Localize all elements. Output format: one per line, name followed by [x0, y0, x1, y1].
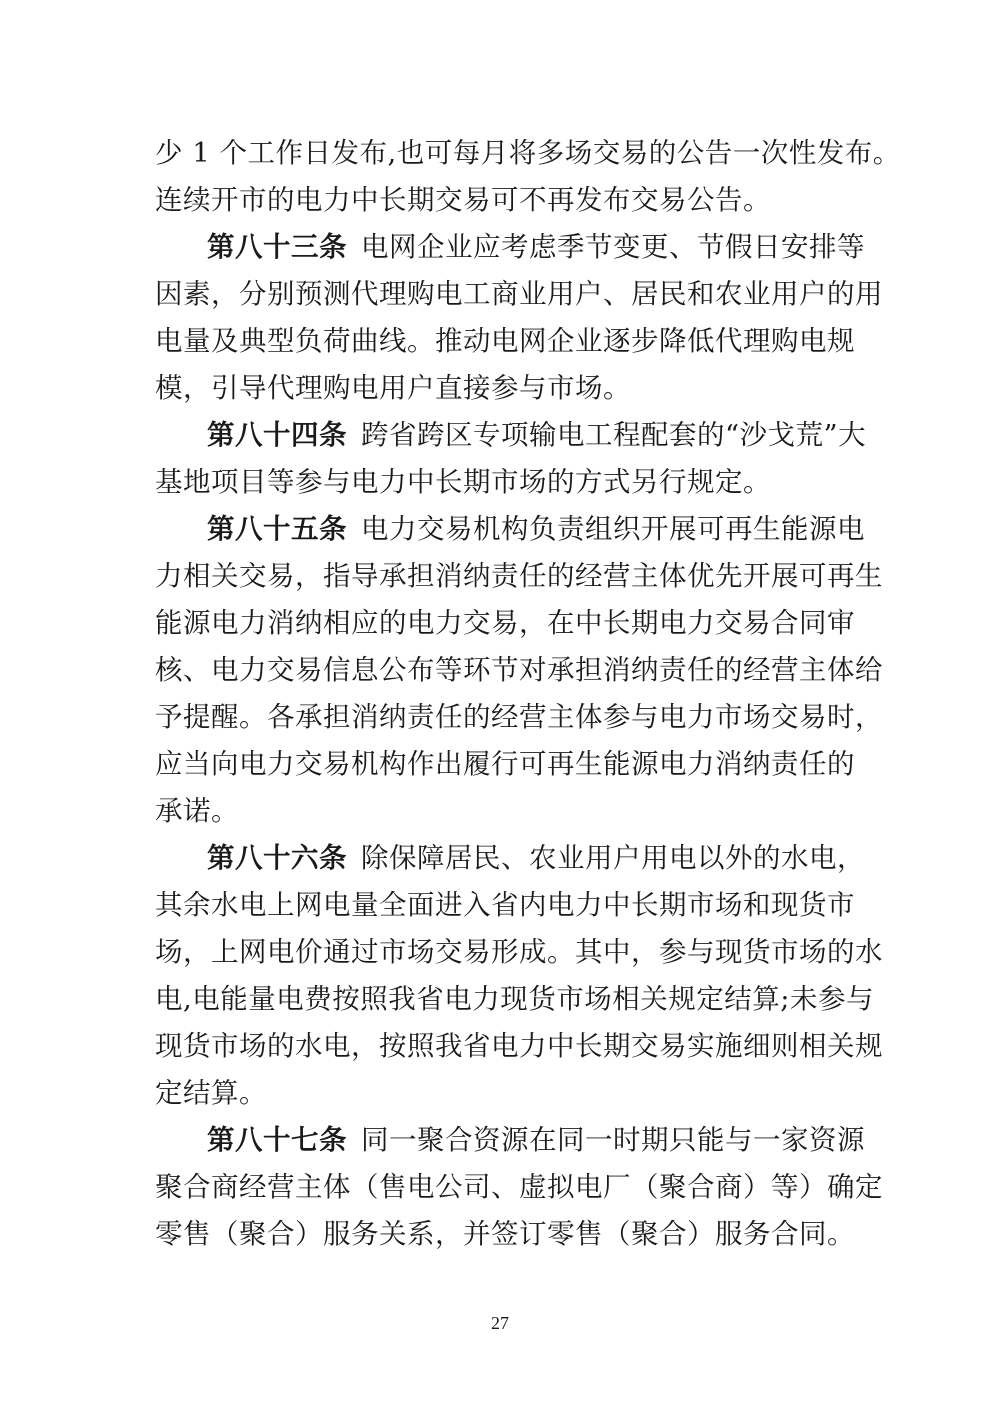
text-line-23: 聚合商经营主体（售电公司、虚拟电厂（聚合商）等）确定: [155, 1171, 883, 1203]
article-86-label: 第八十六条: [207, 842, 347, 874]
text-line-11: 能源电力消纳相应的电力交易，在中长期电力交易合同审: [155, 607, 855, 639]
text-line-13: 予提醒。各承担消纳责任的经营主体参与电力市场交易时，: [155, 701, 883, 733]
article-87-label: 第八十七条: [207, 1124, 347, 1156]
text-line-19: 电,电能量电费按照我省电力现货市场相关规定结算;未参与: [155, 983, 875, 1015]
text-line-14: 应当向电力交易机构作出履行可再生能源电力消纳责任的: [155, 748, 855, 780]
text-line-10: 力相关交易，指导承担消纳责任的经营主体优先开展可再生: [155, 560, 883, 592]
text-line-17: 其余水电上网电量全面进入省内电力中长期市场和现货市: [155, 889, 855, 921]
text-line-15: 承诺。: [155, 795, 239, 827]
text-line-24: 零售（聚合）服务关系，并签订零售（聚合）服务合同。: [155, 1218, 855, 1250]
article-83-label: 第八十三条: [207, 231, 347, 263]
article-83-heading-line: 第八十三条 电网企业应考虑季节变更、节假日安排等: [207, 231, 865, 263]
text-line-20: 现货市场的水电，按照我省电力中长期交易实施细则相关规: [155, 1030, 883, 1062]
page-number: 27: [491, 1313, 509, 1333]
article-85-label: 第八十五条: [207, 513, 347, 545]
text-line-6: 模，引导代理购电用户直接参与市场。: [155, 372, 631, 404]
text-line-21: 定结算。: [155, 1077, 267, 1109]
text-line-2: 连续开市的电力中长期交易可不再发布交易公告。: [155, 184, 771, 216]
text-line-5: 电量及典型负荷曲线。推动电网企业逐步降低代理购电规: [155, 325, 855, 357]
text-line-4: 因素，分别预测代理购电工商业用户、居民和农业用户的用: [155, 278, 883, 310]
article-85-heading-line: 第八十五条 电力交易机构负责组织开展可再生能源电: [207, 513, 865, 545]
text-line-1: 少 1 个工作日发布,也可每月将多场交易的公告一次性发布。: [155, 137, 901, 169]
text-line-8: 基地项目等参与电力中长期市场的方式另行规定。: [155, 466, 771, 498]
article-86-heading-line: 第八十六条 除保障居民、农业用户用电以外的水电，: [207, 842, 865, 874]
article-84-label: 第八十四条: [207, 419, 347, 451]
text-line-12: 核、电力交易信息公布等环节对承担消纳责任的经营主体给: [155, 654, 883, 686]
article-87-heading-line: 第八十七条 同一聚合资源在同一时期只能与一家资源: [207, 1124, 865, 1156]
text-line-18: 场，上网电价通过市场交易形成。其中，参与现货市场的水: [155, 936, 883, 968]
article-84-heading-line: 第八十四条 跨省跨区专项输电工程配套的“沙戈荒”大: [207, 419, 867, 451]
